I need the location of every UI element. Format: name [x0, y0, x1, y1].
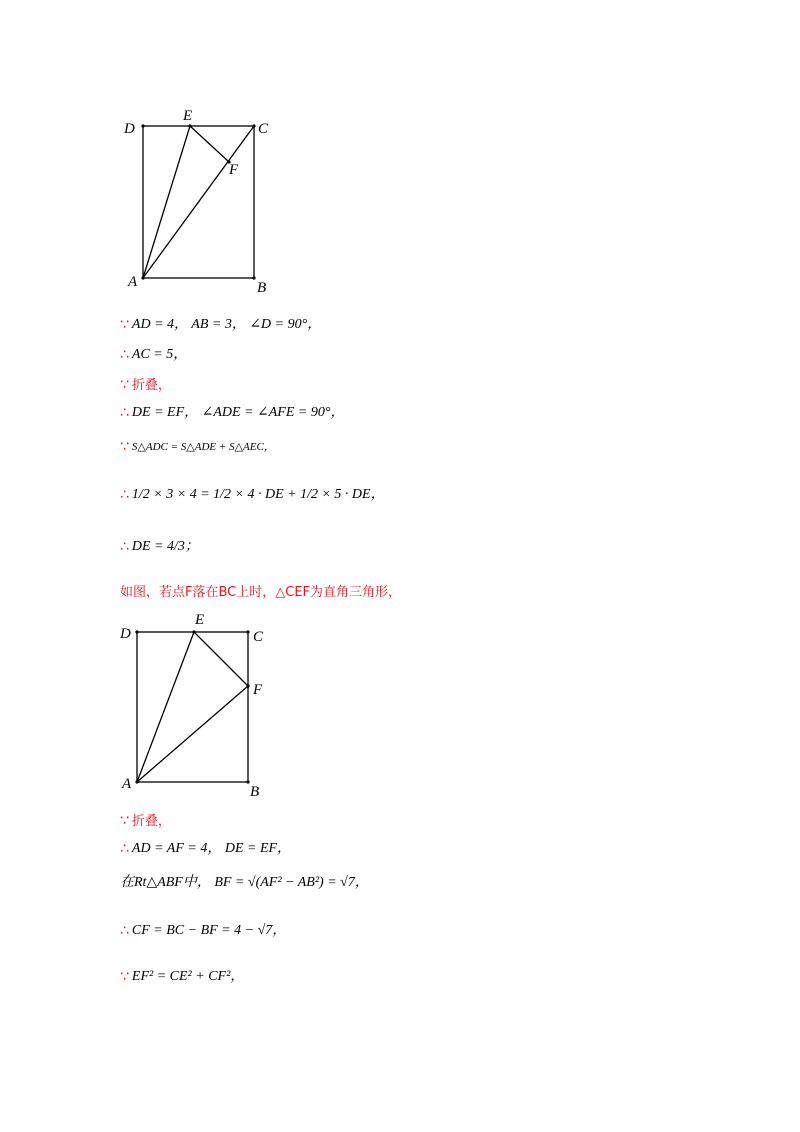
point-label-E: E: [183, 108, 193, 124]
point-label-C: C: [258, 121, 269, 137]
line-7: ∴ DE = 4/3；: [120, 539, 199, 555]
line-2-text: AC = 5，: [131, 347, 188, 362]
point-label-B: B: [250, 784, 260, 800]
figure-rectangle-fold-1: [110, 100, 290, 300]
line-3: ∵ 折叠，: [120, 377, 171, 393]
point-label-A: A: [122, 776, 132, 792]
line-1-text: AD = 4， AB = 3， ∠D = 90°，: [131, 317, 322, 332]
line-9-text: 折叠，: [131, 813, 171, 829]
line-13-text: EF² = CE² + CF²，: [131, 969, 245, 984]
line-8: [120, 586, 401, 599]
line-5: ∵ S△ADC = S△ADE + S△AEC，: [120, 439, 275, 455]
line-3-text: 折叠，: [131, 377, 171, 393]
line-6: ∴ 1/2 × 3 × 4 = 1/2 × 4 · DE + 1/2 × 5 · DE，: [120, 487, 385, 503]
point-label-E: E: [195, 612, 205, 628]
line-10: ∴ AD = AF = 4， DE = EF，: [120, 841, 292, 857]
line-5-text: S△ADC = S△ADE + S△AEC，: [131, 440, 275, 453]
point-label-A: A: [128, 274, 138, 290]
point-label-C: C: [253, 629, 264, 645]
point-label-B: B: [257, 280, 267, 296]
line-12: ∴ CF = BC − BF = 4 − √7，: [120, 923, 287, 939]
figure-rectangle-fold-2: [110, 608, 290, 803]
line-11: [120, 876, 369, 890]
point-label-F: F: [253, 682, 263, 698]
line-6-text: 1/2 × 3 × 4 = 1/2 × 4 · DE + 1/2 × 5 · DE，: [131, 487, 385, 502]
line-12-text: CF = BC − BF = 4 − √7，: [131, 923, 287, 938]
line-2: ∴ AC = 5，: [120, 347, 188, 363]
line-9: ∵ 折叠，: [120, 813, 171, 829]
line-1: ∵ AD = 4， AB = 3， ∠D = 90°，: [120, 317, 322, 333]
line-4: ∴ DE = EF， ∠ADE = ∠AFE = 90°，: [120, 405, 345, 421]
point-label-D: D: [124, 121, 135, 137]
line-13: ∵ EF² = CE² + CF²，: [120, 969, 245, 985]
line-10-text: AD = AF = 4， DE = EF，: [131, 841, 292, 856]
line-7-text: DE = 4/3；: [131, 539, 199, 554]
point-label-F: F: [229, 162, 239, 178]
line-4-text: DE = EF， ∠ADE = ∠AFE = 90°，: [131, 405, 345, 420]
line-8-text: 如图，若点F落在BC上时，△CEF为直角三角形，: [120, 585, 402, 600]
point-label-D: D: [120, 626, 131, 642]
line-11-text: 在Rt△ABF中， BF = √(AF² − AB²) = √7，: [120, 875, 369, 890]
